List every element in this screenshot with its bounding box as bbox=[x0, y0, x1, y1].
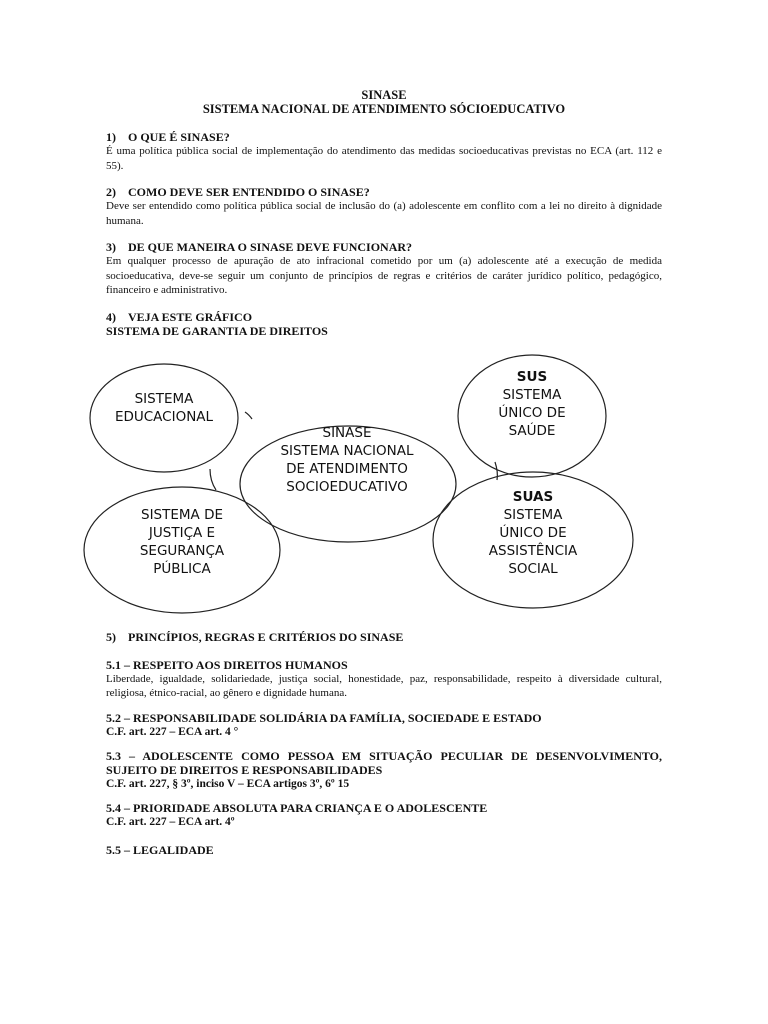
section-4-heading bbox=[106, 310, 662, 324]
connector-educacional-center bbox=[245, 412, 252, 419]
suas-line-3: ASSISTÊNCIA bbox=[488, 542, 578, 559]
principle-5-2 bbox=[106, 711, 662, 739]
section-3-title: DE QUE MANEIRA O SINASE DEVE FUNCIONAR? bbox=[128, 240, 413, 254]
section-2-text: Deve ser entendido como política pública social de inclusão do (a) adolescente em conflito com a lei no direito à dignidade humana. bbox=[106, 200, 662, 227]
principle-5-4 bbox=[106, 801, 662, 829]
sus-line-1: SISTEMA bbox=[502, 386, 562, 403]
section-1-title: O QUE É SINASE? bbox=[128, 130, 230, 144]
center-line-3: DE ATENDIMENTO bbox=[286, 460, 408, 477]
node-justica bbox=[112, 506, 252, 578]
justica-line-1: SISTEMA DE bbox=[141, 506, 223, 523]
node-sus bbox=[472, 368, 592, 440]
node-sinase-center bbox=[247, 424, 447, 496]
section-5-number: 5) bbox=[106, 629, 116, 644]
section-5-heading bbox=[106, 630, 662, 644]
suas-line-1: SISTEMA bbox=[503, 506, 563, 523]
section-2-heading bbox=[106, 185, 662, 199]
section-1-text: É uma política pública social de implementação do atendimento das medidas socioeducativas previstas no ECA (art. 112 e 55). bbox=[106, 145, 662, 172]
section-1-number: 1) bbox=[106, 130, 116, 144]
principle-5-4-heading: 5.4 – PRIORIDADE ABSOLUTA PARA CRIANÇA E O ADOLESCENTE bbox=[106, 800, 488, 815]
justica-line-3: SEGURANÇA bbox=[139, 542, 225, 559]
principle-5-3-heading: 5.3 – ADOLESCENTE COMO PESSOA EM SITUAÇÃO PECULIAR DE DESENVOLVIMENTO, SUJEITO DE DIREITOS E RESPONSABILIDADES bbox=[106, 748, 662, 777]
document-page bbox=[106, 88, 662, 857]
section-5 bbox=[106, 630, 662, 644]
principle-5-1 bbox=[106, 658, 662, 701]
section-1-heading bbox=[106, 130, 662, 144]
principle-5-3-reference: C.F. art. 227, § 3º, inciso V – ECA artigos 3º, 6º 15 bbox=[106, 777, 350, 790]
section-4-subheading: SISTEMA DE GARANTIA DE DIREITOS bbox=[106, 323, 328, 338]
section-4 bbox=[106, 310, 662, 338]
section-4-number: 4) bbox=[106, 309, 116, 324]
principle-5-1-text: Liberdade, igualdade, solidariedade, justiça social, honestidade, paz, responsabilidade, respeito à diversidade cultural, religiosa, étnico-racial, ao gênero e dignidade humana. bbox=[106, 672, 662, 699]
section-3-number: 3) bbox=[106, 240, 116, 254]
educacional-line-1: SISTEMA bbox=[134, 390, 194, 407]
document-title bbox=[106, 88, 662, 116]
rights-system-diagram bbox=[106, 344, 662, 614]
principle-5-4-reference: C.F. art. 227 – ECA art. 4º bbox=[106, 815, 235, 828]
section-3 bbox=[106, 240, 662, 298]
principle-5-3 bbox=[106, 749, 662, 791]
section-3-text: Em qualquer processo de apuração de ato infracional cometido por um (a) adolescente até a execução de medida socioeducativa, deve-se seguir um conjunto de princípios de regras e critérios de caráter jurídico político, pedagógico, financeiro e administrativo. bbox=[106, 255, 662, 296]
node-suas bbox=[463, 488, 603, 578]
section-2 bbox=[106, 185, 662, 228]
sus-line-3: SAÚDE bbox=[508, 422, 556, 439]
section-2-number: 2) bbox=[106, 185, 116, 199]
section-1 bbox=[106, 130, 662, 173]
suas-line-4: SOCIAL bbox=[508, 560, 558, 577]
sus-line-2: ÚNICO DE bbox=[498, 404, 566, 421]
principle-5-5-heading: 5.5 – LEGALIDADE bbox=[106, 842, 214, 857]
principle-5-2-heading: 5.2 – RESPONSABILIDADE SOLIDÁRIA DA FAMÍLIA, SOCIEDADE E ESTADO bbox=[106, 710, 542, 725]
sus-acronym: SUS bbox=[516, 368, 548, 385]
connector-educacional-justica bbox=[210, 469, 216, 490]
center-line-2: SISTEMA NACIONAL bbox=[280, 442, 414, 459]
center-line-1: SINASE bbox=[322, 424, 372, 441]
suas-line-2: ÚNICO DE bbox=[499, 524, 567, 541]
section-5-title: PRINCÍPIOS, REGRAS E CRITÉRIOS DO SINASE bbox=[128, 629, 404, 644]
section-4-title: VEJA ESTE GRÁFICO bbox=[128, 309, 253, 324]
node-educacional bbox=[94, 390, 234, 426]
justica-line-4: PÚBLICA bbox=[153, 560, 211, 577]
section-2-title: COMO DEVE SER ENTENDIDO O SINASE? bbox=[128, 185, 370, 199]
suas-acronym: SUAS bbox=[512, 488, 554, 505]
principle-5-5 bbox=[106, 843, 662, 857]
center-line-4: SOCIOEDUCATIVO bbox=[286, 478, 408, 495]
principle-5-1-heading: 5.1 – RESPEITO AOS DIREITOS HUMANOS bbox=[106, 657, 348, 672]
educacional-line-2: EDUCACIONAL bbox=[114, 408, 214, 425]
title-full: SISTEMA NACIONAL DE ATENDIMENTO SÓCIOEDUCATIVO bbox=[202, 102, 566, 116]
principle-5-2-reference: C.F. art. 227 – ECA art. 4 ° bbox=[106, 725, 239, 738]
justica-line-2: JUSTIÇA E bbox=[148, 524, 216, 541]
title-acronym: SINASE bbox=[361, 88, 407, 102]
section-3-heading bbox=[106, 240, 662, 254]
